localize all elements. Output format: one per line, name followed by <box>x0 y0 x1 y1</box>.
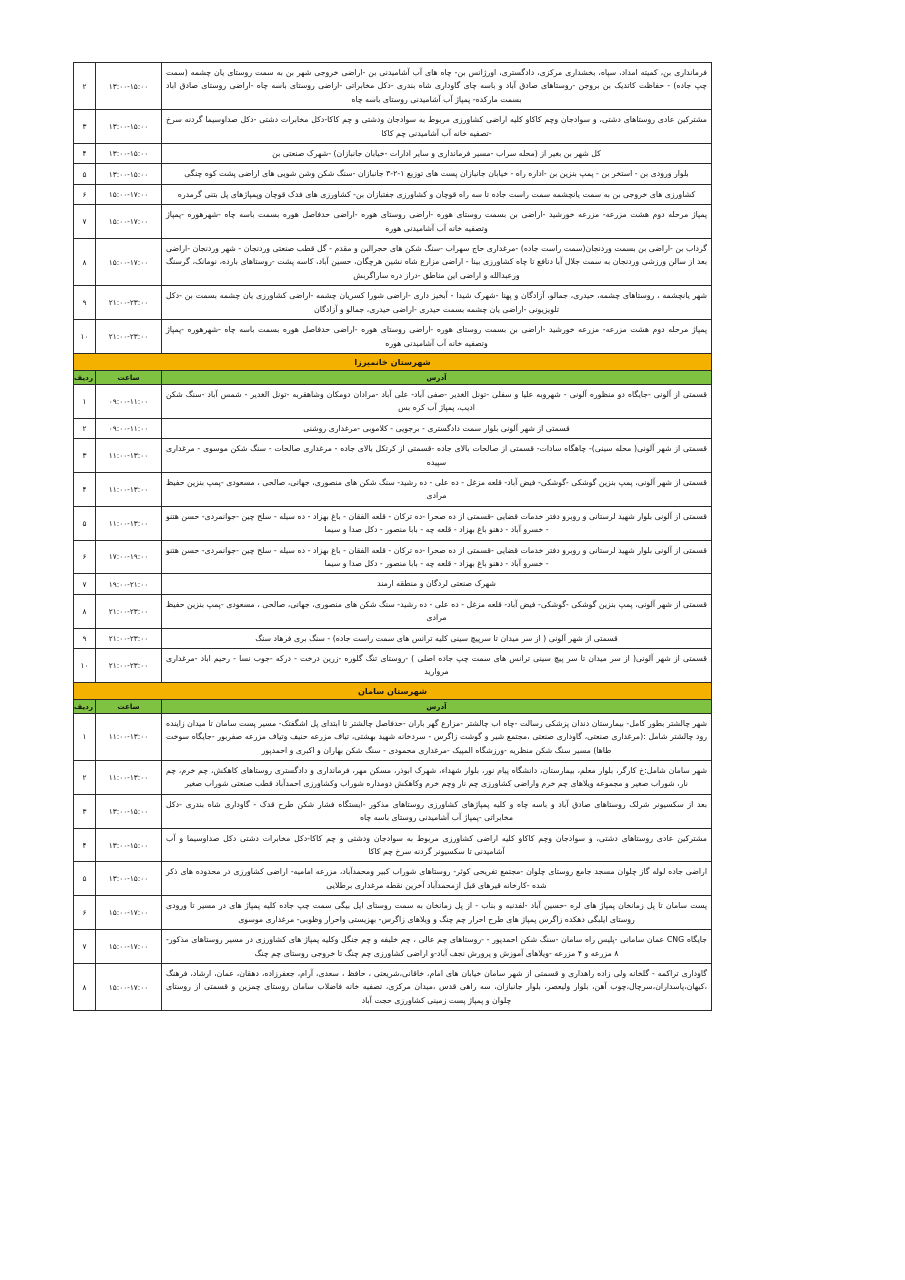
cell-row-number: ۴ <box>74 472 96 506</box>
cell-row-number: ۶ <box>74 896 96 930</box>
table-row <box>74 862 712 896</box>
table-row <box>74 930 712 964</box>
section-banner <box>74 682 712 699</box>
cell-time: ۱۵:۰۰-۱۷:۰۰ <box>96 205 162 239</box>
cell-address: قسمتی از شهر آلونی( از سر میدان تا سر پیچ سینی ترانس های سمت چپ جاده اصلی ) -روستای تنگ گلوره -زرین درخت - درکه -جوب نسا - رحیم اباد -مرغداری مروارید <box>162 649 712 683</box>
cell-address: قسمتی از آلونی بلوار شهید لرستانی و روبرو دفتر خدمات قضایی -قسمتی از ده صحرا -ده ترکان - قلعه الفقان - باغ بهزاد - ده سیله - سلح چین -جوانمردی- حسن هتنو - خسرو آباد - دهنو باغ بهزاد - قلعه چه - بابا منصور - دکل صدا و سیما <box>162 506 712 540</box>
table-row <box>74 472 712 506</box>
table-row <box>74 963 712 1010</box>
table-row <box>74 239 712 286</box>
cell-row-number: ۹ <box>74 628 96 648</box>
cell-address: قسمتی از شهر آلونی( محله سینی)- چاهگاه سادات- قسمتی از صالحات بالای جاده -قسمتی از کرتکل بالای جاده - مرغداری صالحات - سنگ شکن موسوی - مرغداری سپیده <box>162 439 712 473</box>
cell-time: ۱۱:۰۰-۱۳:۰۰ <box>96 761 162 795</box>
cell-address: شهر یانچشمه ، روستاهای چشمه، حیدری، جمالو، آزادگان و پهنا -شهرک شیدا - آبخیز داری -اراضی شورا کسریان چشمه -اراضی کشاورزی یان چشمه بسمت بن -دکل تلویزیونی -اراضی یان چشمه بسمت حیدری -اراضی حیدری، جمالو و آزادگان <box>162 286 712 320</box>
table-row <box>74 164 712 184</box>
table-row <box>74 649 712 683</box>
cell-time: ۰۹:۰۰-۱۱:۰۰ <box>96 384 162 418</box>
column-header-saat: ساعت <box>96 699 162 713</box>
cell-address: پست سامان تا پل زمانخان پمپاژ های لره -حسین آباد -لفدنبه و بناب - از پل زمانخان به سمت روستای ایل بیگی سمت چپ جاده کلیه پمپاژ های در مسیر تا ورودی روستای ایلبگی دهکده زاگرس پمپاژ های طرح احرار چم چنگ و ویلاهای زاگرس- بهزیستی واحرار وظوبی- مرغداری موسوی <box>162 896 712 930</box>
table-row <box>74 384 712 418</box>
cell-time: ۲۱:۰۰-۲۳:۰۰ <box>96 594 162 628</box>
cell-address: جایگاه CNG عمان سامانی -پلیس راه سامان -سنگ شکن احمدپور - -روستاهای چم عالی ، چم خلیفه و چم جنگل وکلیه پمپاژ های کشاورزی در مسیر روستاهای مذکور- ۸ مزرعه و ۴ مزرعه -ویلاهای آموزش و پرورش نجف آباد-و اراضی کشاورزی چم چنگ تا خروجی روستای چم چنگ <box>162 930 712 964</box>
cell-address: پمپاژ مرحله دوم هشت مزرعه- مزرعه خورشید -اراضی بن بسمت روستای هوره -اراضی روستای هوره -اراضی حدفاصل هوره بسمت باسه چاه -شهرهوره -پمپاژ وتصفیه خانه آب آشامیدنی هوره <box>162 320 712 354</box>
column-header-radif: ردیف <box>74 699 96 713</box>
table-row <box>74 418 712 438</box>
cell-address: قسمتی از شهر آلونی ( از سر میدان تا سرپیچ سینی کلیه ترانس های سمت راست جاده) - سنگ بری فرهاد سنگ <box>162 628 712 648</box>
cell-row-number: ۷ <box>74 930 96 964</box>
cell-address: قسمتی از آلونی -جایگاه دو منظوره آلونی - شهروبه علیا و سفلی -تونل الغدیر -صفی آباد- علی آباد -مرادان دومکان وشاهقربه -تونل الغدیر - شمس آباد -سنگ شکن ادیب، پمپاژ آب کره بس <box>162 384 712 418</box>
cell-row-number: ۲ <box>74 63 96 110</box>
table-row <box>74 628 712 648</box>
table-row <box>74 320 712 354</box>
cell-row-number: ۸ <box>74 963 96 1010</box>
cell-time: ۱۵:۰۰-۱۷:۰۰ <box>96 239 162 286</box>
table-row <box>74 574 712 594</box>
cell-time: ۱۳:۰۰-۱۵:۰۰ <box>96 63 162 110</box>
cell-time: ۱۱:۰۰-۱۳:۰۰ <box>96 713 162 760</box>
cell-row-number: ۴ <box>74 828 96 862</box>
cell-time: ۱۵:۰۰-۱۷:۰۰ <box>96 930 162 964</box>
cell-address: شهر سامان شامل:خ کارگر، بلوار معلم، بیمارستان، دانشگاه پیام نور، بلوار شهداء، شهرک ابوذر، مسکن مهر، فرمانداری و دادگستری روستاهای کاهکش، چم خرم، چم نار، شوراب صغیر و مجموعه ویلاهای چم خرم واراضی کشاورزی چم نار وچم خرم وکاهکش دومداره شوراب وکشاورزی احمدآباد قطب صنعتی شوراب صغیر <box>162 761 712 795</box>
section-title: شهرستان خانمیرزا <box>74 353 712 370</box>
cell-address: قسمتی از شهر آلونی، پمپ بنزین گوشکی -گوشکی- فیض آباد- قلعه مزغل - ده علی - ده رشید- سنگ شکن های منصوری، جهانی، صالحی ، مسعودی -پمپ بنزین حفیظ مرادی <box>162 594 712 628</box>
cell-row-number: ۸ <box>74 594 96 628</box>
column-header-radif: ردیف <box>74 370 96 384</box>
cell-row-number: ۲ <box>74 761 96 795</box>
cell-address: قسمتی از شهر آلونی بلوار سمت دادگستری - برجویی - کلاموبی -مرغداری روشنی <box>162 418 712 438</box>
cell-address: قسمتی از آلونی بلوار شهید لرستانی و روبرو دفتر خدمات قضایی -قسمتی از ده صحرا -ده ترکان - قلعه الفقان - باغ بهزاد - ده سیله - سلح چین -جوانمردی- حسن هتنو - خسرو آباد - دهنو باغ بهزاد - قلعه چه - بابا منصور - دکل صدا و سیما <box>162 540 712 574</box>
cell-time: ۱۳:۰۰-۱۵:۰۰ <box>96 110 162 144</box>
cell-time: ۱۱:۰۰-۱۳:۰۰ <box>96 506 162 540</box>
cell-time: ۱۳:۰۰-۱۵:۰۰ <box>96 794 162 828</box>
cell-row-number: ۵ <box>74 506 96 540</box>
table-row <box>74 540 712 574</box>
cell-address: گرداب بن -اراضی بن بسمت وردنجان(سمت راست جاده) -مرغداری حاج سهراب -سنگ شکن های حجرالبن و مقدم - گل قطب صنعتی وردنجان - شهر وردنجان -اراضی بعد از سالن ورزشی وردنجان به سمت جلال آبا دنافع تا چاه کشاورزی بینا - اراضی مزارع شاه نشین هرچگان، حسین آباد، کاسه پشت -روستاهای بارده، نومانک، گرسنگ ورعبدالله و اراضی این مناطق -دراز دره ساراگربش <box>162 239 712 286</box>
outage-schedule-table <box>73 62 712 1011</box>
cell-row-number: ۷ <box>74 205 96 239</box>
cell-address: بلوار ورودی بن - استخر بن - پمپ بنزین بن -اداره راه - خیابان جانبازان پست های توزیع ۱-۲-۳ جانبازان -سنگ شکن وشن شویی های اراضی پشت کوه چنگی <box>162 164 712 184</box>
cell-row-number: ۳ <box>74 110 96 144</box>
cell-time: ۲۱:۰۰-۲۳:۰۰ <box>96 628 162 648</box>
cell-time: ۱۳:۰۰-۱۵:۰۰ <box>96 144 162 164</box>
cell-time: ۱۳:۰۰-۱۵:۰۰ <box>96 164 162 184</box>
cell-row-number: ۶ <box>74 540 96 574</box>
table-row <box>74 506 712 540</box>
column-header-adres: آدرس <box>162 699 712 713</box>
table-row <box>74 713 712 760</box>
table-row <box>74 286 712 320</box>
cell-time: ۱۳:۰۰-۱۵:۰۰ <box>96 862 162 896</box>
cell-address: مشترکین عادی روستاهای دشتی، و سوادجان وچم کاکاو کلیه اراضی کشاورزی مربوط به سوادجان ودشتی و چم کاکا-دکل مخابرات دشتی دکل صداوسیما و آب آشامیدنی تا سکسیونر گردنه سرخ چم کاکا <box>162 828 712 862</box>
cell-row-number: ۲ <box>74 418 96 438</box>
cell-address: اراضی جاده لوله گاز چلوان مسجد جامع روستای چلوان -مجتمع تفریحی کوثر- روستاهای شوراب کبیر ومحمدآباد، مزرعه امامیه- اراضی کشاورزی در محدوده های ذکر شده -کارخانه قیرهای قبل ازمحمدآباد آخرین نقطه مرغداری برطلایی <box>162 862 712 896</box>
table-row <box>74 828 712 862</box>
cell-time: ۱۳:۰۰-۱۵:۰۰ <box>96 828 162 862</box>
cell-address: گاوداری تراکمه - گلخانه ولی زاده راهداری و قسمتی از شهر سامان خیابان های امام، خاقانی،شریعتی ، حافظ ، سعدی، آرام، جعفرزاده، دهقان، عمان، ارشاد، فرهنگ ،کیهان،پاسداران،سرچال،چوب آهن، بلوار ولیعصر، بلوار جانبازان، سه راهی قدس ،میدان مرکزی، تصفیه خانه فاضلاب سامان روستای چمزین و قسمتی از روستای چلوان و پمپاژ پست زمینی کشاورزی حجت آباد <box>162 963 712 1010</box>
table-row <box>74 184 712 204</box>
cell-time: ۱۵:۰۰-۱۷:۰۰ <box>96 184 162 204</box>
table-row <box>74 110 712 144</box>
cell-time: ۰۹:۰۰-۱۱:۰۰ <box>96 418 162 438</box>
cell-time: ۱۷:۰۰-۱۹:۰۰ <box>96 540 162 574</box>
cell-row-number: ۴ <box>74 144 96 164</box>
cell-row-number: ۵ <box>74 164 96 184</box>
cell-row-number: ۱۰ <box>74 649 96 683</box>
table-row <box>74 205 712 239</box>
cell-row-number: ۸ <box>74 239 96 286</box>
cell-row-number: ۱ <box>74 713 96 760</box>
cell-address: قسمتی از شهر آلونی، پمپ بنزین گوشکی -گوشکی- فیض آباد- قلعه مزغل - ده علی - ده رشید- سنگ شکن های منصوری، جهانی، صالحی ، مسعودی -پمپ بنزین حفیظ مرادی <box>162 472 712 506</box>
cell-address: بعد از سکسیونر شرلک روستاهای صادق آباد و باسه چاه و کلیه پمپاژهای کشاورزی روستاهای مذکور -ایستگاه فشار شکن طرح قدک - گاوداری شاه بندری -دکل مخابراتی -پمپاژ آب آشامیدنی روستای باسه چاه <box>162 794 712 828</box>
column-header-row <box>74 699 712 713</box>
cell-time: ۱۹:۰۰-۲۱:۰۰ <box>96 574 162 594</box>
cell-address: پمپاژ مرحله دوم هشت مزرعه- مزرعه خورشید -اراضی بن بسمت روستای هوره -اراضی روستای هوره -اراضی حدفاصل هوره بسمت باسه چاه -شهرهوره -پمپاژ وتصفیه خانه آب آشامیدنی هوره <box>162 205 712 239</box>
cell-time: ۲۱:۰۰-۲۳:۰۰ <box>96 286 162 320</box>
cell-time: ۱۵:۰۰-۱۷:۰۰ <box>96 963 162 1010</box>
section-banner <box>74 353 712 370</box>
table-row <box>74 594 712 628</box>
column-header-saat: ساعت <box>96 370 162 384</box>
cell-time: ۱۱:۰۰-۱۳:۰۰ <box>96 439 162 473</box>
cell-time: ۲۱:۰۰-۲۳:۰۰ <box>96 320 162 354</box>
cell-row-number: ۵ <box>74 862 96 896</box>
cell-address: کل شهر بن بغیر از (محله سراب -مسیر فرمانداری و سایر ادارات -خیابان جانبازان) -شهرک صنعتی بن <box>162 144 712 164</box>
table-row <box>74 794 712 828</box>
table-row <box>74 63 712 110</box>
cell-address: مشترکین عادی روستاهای دشتی، و سوادجان وچم کاکاو کلیه اراضی کشاورزی مربوط به سوادجان ودشتی و چم کاکا-دکل مخابرات دشتی -دکل صداوسیما گردنه سرخ -تصفیه خانه آب آشامیدنی چم کاکا <box>162 110 712 144</box>
table-row <box>74 896 712 930</box>
cell-time: ۱۵:۰۰-۱۷:۰۰ <box>96 896 162 930</box>
cell-row-number: ۶ <box>74 184 96 204</box>
table-row <box>74 144 712 164</box>
cell-address: شهر چالشتر بطور کامل- بیمارستان دندان پزشکی رسالت -چاه اب چالشتر -مزارع گهر باران -حدفاصل چالشتر تا ابتدای پل اشگفتک- مسیر پست سامان تا میدان زاینده رود چالشتر شامل :(مرغداری صنعتی، گاوداری صنعتی ،مجتمع شیر و گوشت زاگرس - سردخانه شهید بهشتی، تیاف مزرعه حنیف وتیاف مزرعه صفربور -جایگاه سوخت طاها) مسیر سنگ شکن منظریه -ورزشگاه المپیک -مرغداری محمودی - سنگ شکن بهاران و اکبری و احمدپور <box>162 713 712 760</box>
table-body <box>74 63 712 1011</box>
table-row <box>74 761 712 795</box>
cell-row-number: ۱ <box>74 384 96 418</box>
column-header-row <box>74 370 712 384</box>
cell-row-number: ۳ <box>74 439 96 473</box>
cell-row-number: ۳ <box>74 794 96 828</box>
cell-time: ۱۱:۰۰-۱۳:۰۰ <box>96 472 162 506</box>
section-title: شهرستان سامان <box>74 682 712 699</box>
cell-row-number: ۱۰ <box>74 320 96 354</box>
table-row <box>74 439 712 473</box>
cell-time: ۲۱:۰۰-۲۳:۰۰ <box>96 649 162 683</box>
cell-address: فرمانداری بن، کمیته امداد، سپاه، بخشداری مرکزی، دادگستری، اورژانس بن- چاه های آب آشامیدنی بن -اراضی خروجی شهر بن به سمت روستای یان چشمه (سمت چپ جاده) - حفاظت کاتدیک بن بروجن -روستاهای صادق آباد و باسه چای گاوداری شاه بندری -دکل مخابراتی -اراضی روستای باسه چاه -اراضی روستای صادق اباد بسمت مارکده- پمپاژ آب آشامیدنی روستای باسه چاه <box>162 63 712 110</box>
cell-row-number: ۹ <box>74 286 96 320</box>
column-header-adres: آدرس <box>162 370 712 384</box>
cell-row-number: ۷ <box>74 574 96 594</box>
cell-address: کشاورزی های خروجی بن به سمت یانچشمه سمت راست جاده تا سه راه قوچان و کشاورزی جفتبازان بن- کشاورزی های فدک قوچان وپمپاژهای پل بتنی گرمدره <box>162 184 712 204</box>
cell-address: شهرک صنعتی لردگان و منطقه ارمند <box>162 574 712 594</box>
